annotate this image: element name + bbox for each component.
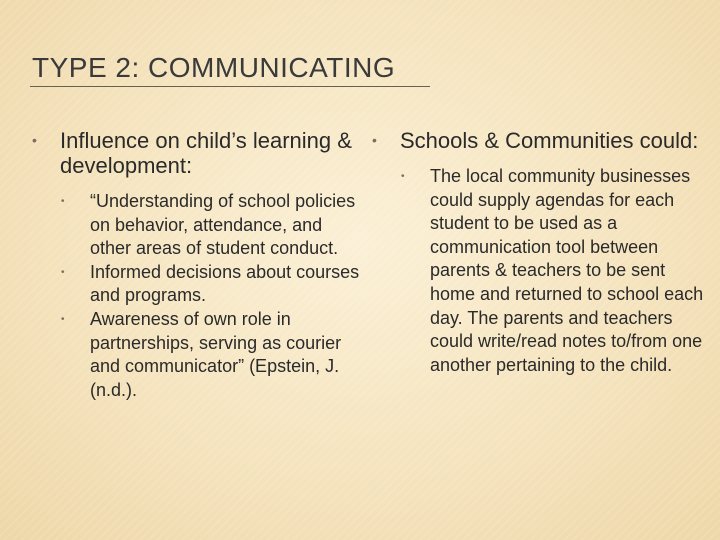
list-item (59, 308, 360, 402)
left-heading-item (30, 128, 360, 178)
left-sub-list (30, 190, 360, 402)
bullet-icon: • (372, 132, 377, 148)
title-underline (30, 86, 430, 87)
list-item-text: Informed decisions about courses and programs. (90, 261, 360, 306)
left-column (30, 128, 360, 402)
list-item (399, 165, 710, 377)
bullet-icon: • (61, 266, 65, 278)
list-item-text: “Understanding of school policies on behavior, attendance, and other areas of student conduct. (90, 191, 356, 259)
bullet-icon: • (61, 196, 65, 207)
list-item (59, 261, 360, 308)
list-item (59, 190, 360, 261)
bullet-icon: • (61, 313, 65, 325)
right-heading-item (370, 128, 710, 153)
right-column (370, 128, 710, 377)
right-sub-list (370, 165, 710, 377)
bullet-icon: • (32, 132, 37, 148)
list-item-text: Awareness of own role in partnerships, serving as courier and communicator” (Epstein, J. (n.d.). (90, 308, 342, 400)
left-heading: Influence on child’s learning & development: (60, 128, 352, 178)
list-item-text: The local community businesses could supply agendas for each student to be used as a communication tool between parents & teachers to be sent home and returned to school each day. The parents and teachers could write/read notes to/from one another pertaining to the child. (430, 166, 704, 375)
bullet-icon: • (401, 171, 405, 182)
right-heading: Schools & Communities could: (400, 128, 699, 153)
slide-title: TYPE 2: COMMUNICATING (32, 52, 396, 83)
